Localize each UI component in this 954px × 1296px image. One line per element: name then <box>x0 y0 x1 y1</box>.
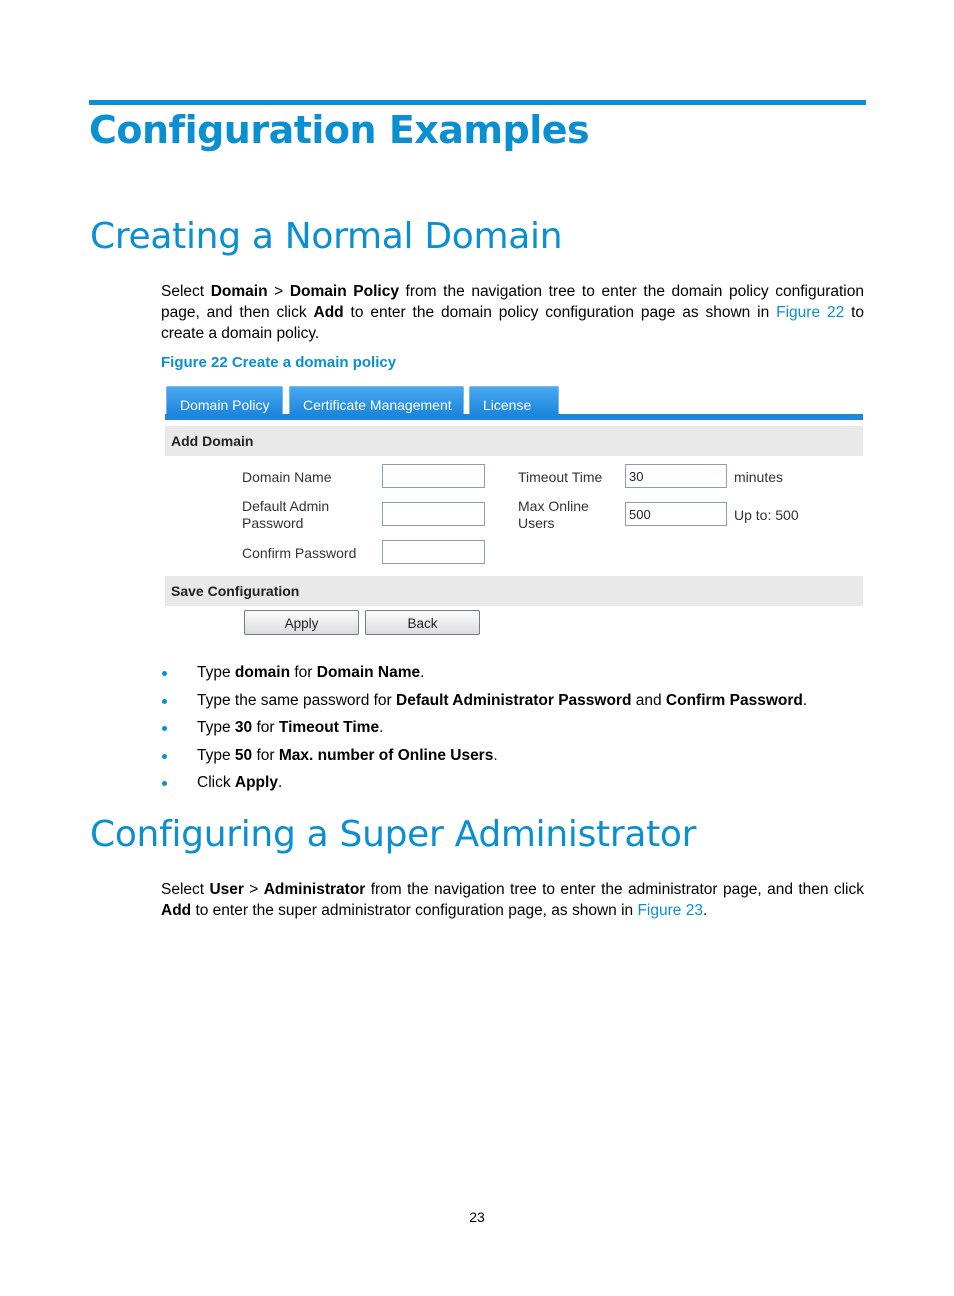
minutes-label: minutes <box>734 469 784 485</box>
bold-term: Apply <box>234 774 278 791</box>
bold-term: Administrator <box>263 881 366 898</box>
up-to-label: Up to: 500 <box>734 507 799 523</box>
bullet-icon <box>162 699 167 704</box>
bullet-icon <box>162 671 167 676</box>
bold-term: Confirm Password <box>665 691 803 709</box>
confirm-password-label: Confirm Password <box>242 545 357 561</box>
section-title-super-admin: Configuring a Super Administrator <box>90 814 697 855</box>
list-item <box>161 745 807 773</box>
instruction-list <box>161 662 807 800</box>
default-admin-password-label <box>242 498 329 532</box>
list-item <box>161 690 807 718</box>
bold-term: domain <box>234 664 291 681</box>
bold-term: 30 <box>234 719 253 736</box>
figure-link[interactable]: Figure 23 <box>637 902 703 919</box>
chapter-rule <box>89 100 866 105</box>
list-item-text: Type domain for Domain Name. <box>197 664 425 681</box>
list-item-text: Type 50 for Max. number of Online Users. <box>197 746 498 764</box>
default-admin-password-label-line2: Password <box>242 515 304 531</box>
bullet-icon <box>162 754 167 759</box>
figure-caption: Figure 22 Create a domain policy <box>161 354 397 371</box>
default-admin-password-label-line1: Default Admin <box>242 498 330 514</box>
list-item <box>161 717 807 745</box>
tab-bar <box>161 384 863 418</box>
section-title-normal-domain: Creating a Normal Domain <box>90 216 563 257</box>
tab-certificate-management[interactable]: Certificate Management <box>289 386 464 414</box>
back-button[interactable]: Back <box>365 610 480 635</box>
bold-term: Domain Policy <box>289 283 399 300</box>
max-online-users-input[interactable] <box>625 502 727 526</box>
bold-term: 50 <box>234 746 253 764</box>
section2-paragraph: Select User > Administrator from the navigation tree to enter the administrator page, and then click Add to enter the super administrator configuration page, as shown in Figure 23. <box>161 881 864 919</box>
bold-term: Default Administrator Password <box>396 691 632 709</box>
page-number: 23 <box>469 1209 485 1225</box>
max-online-users-label-line2: Users <box>518 515 555 531</box>
timeout-time-label: Timeout Time <box>518 469 603 485</box>
bullet-icon <box>162 726 167 731</box>
apply-button[interactable]: Apply <box>244 610 359 635</box>
bold-term: User <box>209 881 244 898</box>
bold-term: Add <box>313 304 344 321</box>
bold-term: Domain <box>210 283 268 300</box>
section1-paragraph: Select Domain > Domain Policy from the navigation tree to enter the domain policy configuration page, and then click Add to enter the domain policy configuration page as shown in Figure 22 to create a domain policy. <box>161 283 864 342</box>
domain-policy-figure <box>161 384 863 639</box>
tab-license[interactable]: License <box>469 386 559 414</box>
domain-name-label: Domain Name <box>242 469 332 485</box>
tab-domain-policy[interactable]: Domain Policy <box>166 386 283 414</box>
add-domain-header: Add Domain <box>165 426 863 456</box>
figure-link[interactable]: Figure 22 <box>776 304 845 321</box>
bold-term: Add <box>161 902 192 919</box>
list-item <box>161 662 807 690</box>
timeout-time-input[interactable] <box>625 464 727 488</box>
chapter-title: Configuration Examples <box>89 108 590 152</box>
bold-term: Timeout Time <box>278 719 380 736</box>
domain-name-input[interactable] <box>382 464 485 488</box>
bold-term: Max. number of Online Users <box>278 746 494 764</box>
confirm-password-input[interactable] <box>382 540 485 564</box>
bold-term: Domain Name <box>316 664 421 681</box>
list-item <box>161 772 807 800</box>
max-online-users-label <box>518 498 589 532</box>
bullet-icon <box>162 781 167 786</box>
list-item-text: Click Apply. <box>197 774 283 791</box>
list-item-text: Type 30 for Timeout Time. <box>197 719 384 736</box>
list-item-text: Type the same password for Default Administrator Password and Confirm Password. <box>197 691 808 709</box>
default-admin-password-input[interactable] <box>382 502 485 526</box>
tab-underline <box>165 414 863 420</box>
max-online-users-label-line1: Max Online <box>518 498 589 514</box>
save-configuration-header: Save Configuration <box>165 576 863 606</box>
